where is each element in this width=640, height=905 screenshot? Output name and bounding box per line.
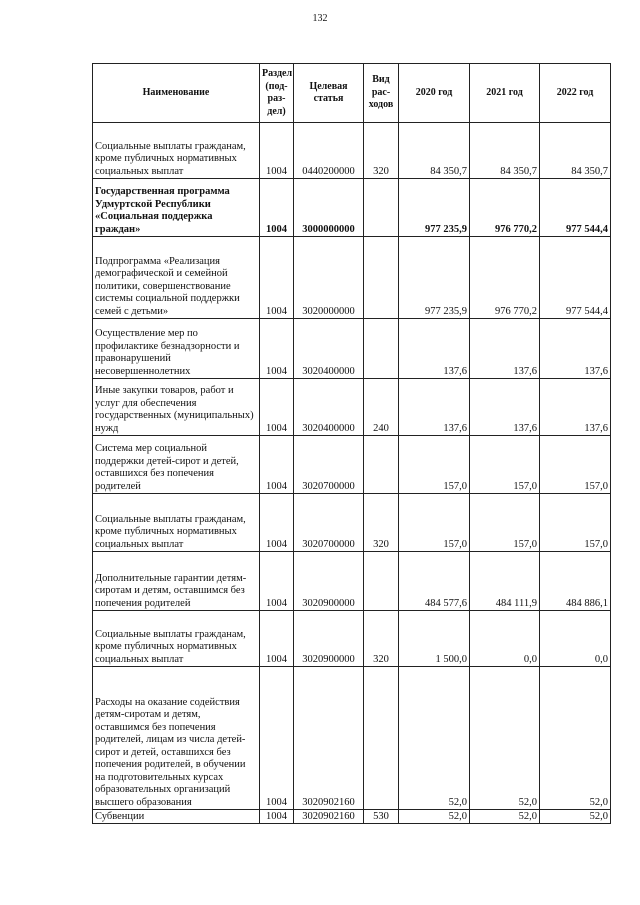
row-type [364, 237, 399, 319]
table-row [93, 667, 611, 810]
row-name: Субвенции [93, 810, 260, 824]
row-target: 3020900000 [294, 552, 364, 611]
row-type [364, 552, 399, 611]
table-header-row [93, 64, 611, 123]
header-target: Целевая статья [294, 64, 364, 123]
row-2020: 157,0 [399, 494, 470, 552]
row-2022: 977 544,4 [540, 179, 611, 237]
row-target: 3020900000 [294, 611, 364, 667]
row-name: Социальные выплаты гражданам, кроме публичных нормативных социальных выплат [93, 123, 260, 179]
row-2021: 484 111,9 [470, 552, 540, 611]
row-2020: 137,6 [399, 319, 470, 379]
table-row [93, 179, 611, 237]
row-target: 3020700000 [294, 494, 364, 552]
row-name: Дополнительные гарантии детям-сиротам и детям, оставшимся без попечения родителей [93, 552, 260, 611]
row-type [364, 319, 399, 379]
row-target: 3020902160 [294, 810, 364, 824]
table-row [93, 552, 611, 611]
row-2020: 84 350,7 [399, 123, 470, 179]
row-target: 3020000000 [294, 237, 364, 319]
row-type [364, 179, 399, 237]
table-row [93, 810, 611, 824]
row-section: 1004 [260, 552, 294, 611]
row-2020: 977 235,9 [399, 179, 470, 237]
row-2021: 976 770,2 [470, 237, 540, 319]
row-target: 3020400000 [294, 319, 364, 379]
row-2020: 52,0 [399, 810, 470, 824]
row-2022: 977 544,4 [540, 237, 611, 319]
table-row [93, 611, 611, 667]
row-2021: 52,0 [470, 810, 540, 824]
row-name: Иные закупки товаров, работ и услуг для обеспечения государственных (муниципальных) нужд [93, 379, 260, 436]
row-section: 1004 [260, 379, 294, 436]
table-row [93, 123, 611, 179]
row-section: 1004 [260, 237, 294, 319]
row-section: 1004 [260, 611, 294, 667]
row-name: Социальные выплаты гражданам, кроме публичных нормативных социальных выплат [93, 611, 260, 667]
table-row [93, 319, 611, 379]
row-2020: 137,6 [399, 379, 470, 436]
row-type: 530 [364, 810, 399, 824]
table-row [93, 379, 611, 436]
row-2022: 52,0 [540, 810, 611, 824]
row-2020: 484 577,6 [399, 552, 470, 611]
row-2020: 1 500,0 [399, 611, 470, 667]
header-section: Раздел (под-раз-дел) [260, 64, 294, 123]
row-2020: 977 235,9 [399, 237, 470, 319]
page-number: 132 [312, 13, 328, 24]
row-2022: 157,0 [540, 436, 611, 494]
row-type: 320 [364, 611, 399, 667]
row-2022: 484 886,1 [540, 552, 611, 611]
row-type: 320 [364, 123, 399, 179]
budget-table [92, 63, 611, 824]
row-2022: 137,6 [540, 379, 611, 436]
row-type: 320 [364, 494, 399, 552]
row-section: 1004 [260, 810, 294, 824]
row-2021: 0,0 [470, 611, 540, 667]
row-name: Социальные выплаты гражданам, кроме публичных нормативных социальных выплат [93, 494, 260, 552]
row-2021: 52,0 [470, 667, 540, 810]
row-2022: 137,6 [540, 319, 611, 379]
table-row [93, 237, 611, 319]
row-name: Расходы на оказание содействия детям-сиротам и детям, оставшимся без попечения родителей, лицам из числа детей-сирот и детей, оставшихся без попечения родителей, в обучении на подготовительных курсах образовательных организаций высшего образования [93, 667, 260, 810]
row-name: Система мер социальной поддержки детей-сирот и детей, оставшихся без попечения родителей [93, 436, 260, 494]
row-type: 240 [364, 379, 399, 436]
row-2021: 976 770,2 [470, 179, 540, 237]
header-name: Наименование [93, 64, 260, 123]
row-2021: 84 350,7 [470, 123, 540, 179]
row-2022: 84 350,7 [540, 123, 611, 179]
row-type [364, 436, 399, 494]
table-row [93, 436, 611, 494]
row-type [364, 667, 399, 810]
row-name: Государственная программа Удмуртской Республики «Социальная поддержка граждан» [93, 179, 260, 237]
row-target: 0440200000 [294, 123, 364, 179]
row-2021: 137,6 [470, 379, 540, 436]
header-2021: 2021 год [470, 64, 540, 123]
row-section: 1004 [260, 319, 294, 379]
row-2020: 157,0 [399, 436, 470, 494]
row-name: Осуществление мер по профилактике безнадзорности и правонарушений несовершеннолетних [93, 319, 260, 379]
row-section: 1004 [260, 494, 294, 552]
row-section: 1004 [260, 667, 294, 810]
row-name: Подпрограмма «Реализация демографической и семейной политики, совершенствование системы социальной поддержки семей с детьми» [93, 237, 260, 319]
header-type: Вид рас-ходов [364, 64, 399, 123]
header-2020: 2020 год [399, 64, 470, 123]
header-2022: 2022 год [540, 64, 611, 123]
row-2022: 52,0 [540, 667, 611, 810]
row-2020: 52,0 [399, 667, 470, 810]
row-target: 3020700000 [294, 436, 364, 494]
row-2021: 157,0 [470, 494, 540, 552]
row-section: 1004 [260, 123, 294, 179]
row-section: 1004 [260, 436, 294, 494]
row-2021: 157,0 [470, 436, 540, 494]
row-target: 3000000000 [294, 179, 364, 237]
row-target: 3020400000 [294, 379, 364, 436]
row-2022: 157,0 [540, 494, 611, 552]
row-2021: 137,6 [470, 319, 540, 379]
row-target: 3020902160 [294, 667, 364, 810]
row-section: 1004 [260, 179, 294, 237]
table-row [93, 494, 611, 552]
row-2022: 0,0 [540, 611, 611, 667]
